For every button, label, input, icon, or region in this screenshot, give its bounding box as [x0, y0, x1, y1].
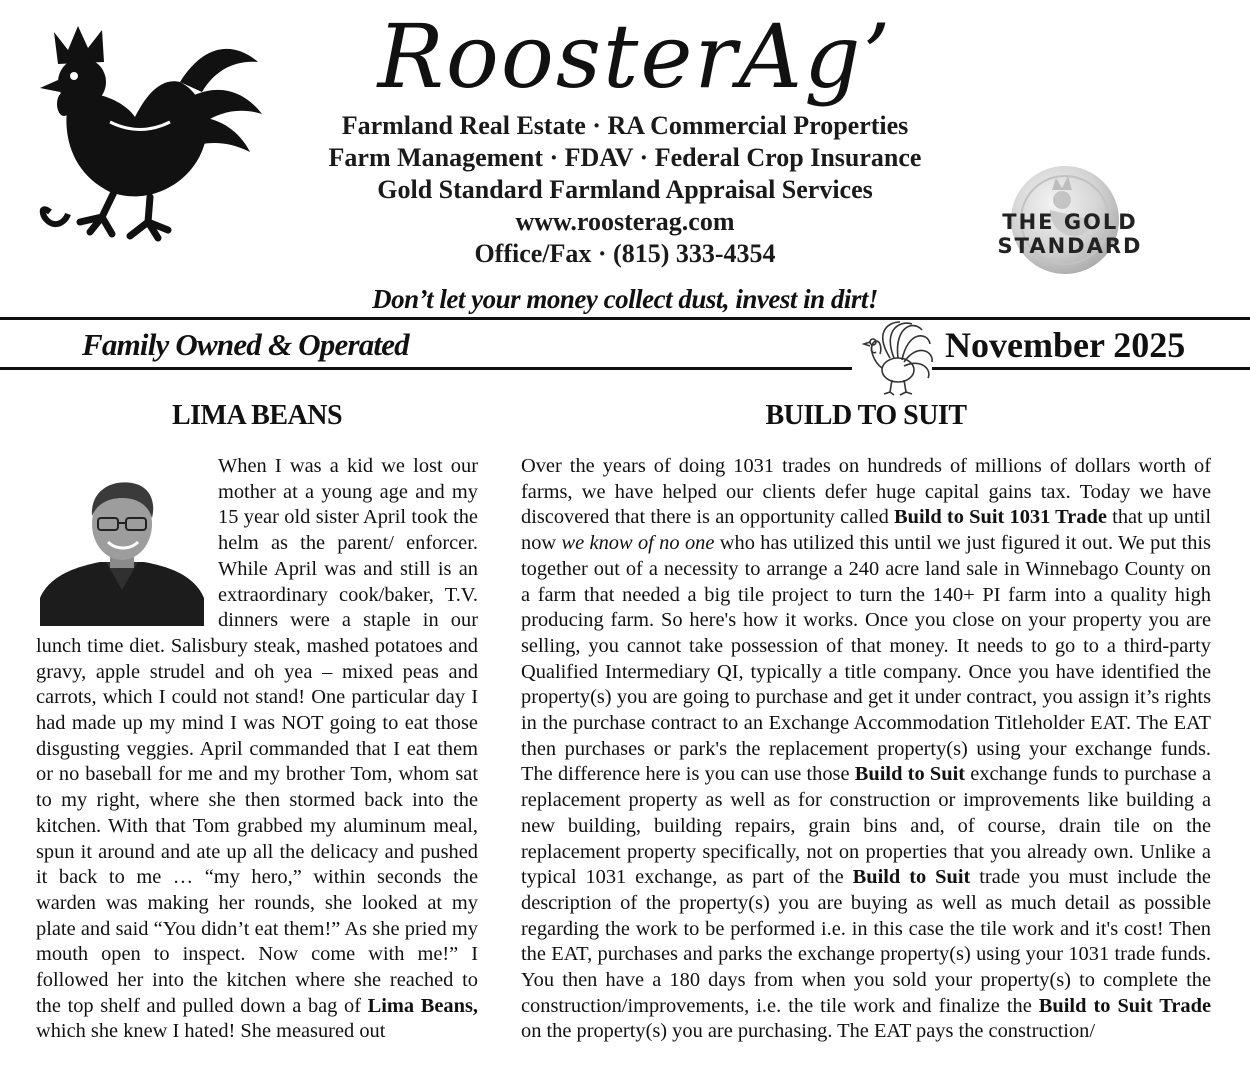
masthead-top-rule [0, 317, 1250, 320]
brand-name: RoosterAg’ [377, 5, 893, 108]
build-text-3: who has utilized this until we just figured it out. We put this together out of a necessity to arrange a 240 acre land sale in Winnebago County on a farm that needed a big tile project to turn the 140+ PI farm into a quality high producing farm. So here's how it works. Once you close on your property you are selling, you cannot take possession of that money. It needs to go to a third-party Qualified Intermediary QI, typically a title company. Once you have identified the property(s) you are going to purchase and get it under contract, you assign it’s rights in the purchase contract to an Exchange Accommodation Titleholder EAT. The EAT then purchases or park's the replacement property(s) using your exchange funds. The difference here is you can use those [521, 532, 1211, 786]
build-to-suit-article [521, 454, 1211, 1079]
build-bold-2: Build to Suit [854, 763, 966, 786]
lima-beans-bold: Lima Beans, [367, 994, 478, 1017]
build-italic-1: we know of no one [561, 532, 715, 555]
masthead-bottom-rule-left [0, 367, 852, 370]
build-text-1: Over the years of doing 1031 trades on hundreds of millions of dollars worth of farms, we have helped our clients defer huge capital gains tax. Today we have discovered that there is an opportunity called [521, 455, 1211, 529]
build-to-suit-headline: BUILD TO SUIT [765, 400, 967, 431]
website-link[interactable]: www.roosterag.com [515, 207, 735, 236]
build-text-2: that up until now [521, 506, 1211, 555]
service-line-appraisal: Gold Standard Farmland Appraisal Services [377, 175, 873, 204]
service-line-real-estate: Farmland Real Estate · RA Commercial Properties [341, 111, 909, 140]
build-bold-3: Build to Suit [852, 866, 971, 889]
lima-beans-headline: LIMA BEANS [171, 400, 343, 431]
gold-standard-label: THE GOLD STANDARD [997, 210, 1143, 258]
lima-beans-article [36, 454, 478, 1079]
office-phone: Office/Fax · (815) 333-4354 [474, 239, 776, 268]
tagline: Don’t let your money collect dust, invest in dirt! [372, 284, 878, 314]
build-text-4: exchange funds to purchase a replacement property as well as for construction or improvements like building a new building, building repairs, grain bins and, of course, drain tile on the replacement property specifically, not on properties that you already own. Unlike a typical 1031 exchange, as part of the [521, 763, 1211, 889]
family-owned-label: Family Owned & Operated [82, 327, 409, 362]
build-bold-4: Build to Suit Trade [1038, 994, 1211, 1017]
build-text-6: on the property(s) you are purchasing. The EAT pays the construction/ [521, 1020, 1096, 1043]
lima-beans-text-end: which she knew I hated! She measured out [36, 1020, 386, 1043]
masthead-bottom-rule-right [932, 367, 1250, 370]
lima-beans-text: When I was a kid we lost our mother at a young age and my 15 year old sister April took the helm as the parent/ enforcer. While April was and still is an extraordinary cook/baker, T.V. dinners were a staple in our lunch time diet. Salisbury steak, mashed potatoes and gravy, apple strudel and oh yea – mixed peas and carrots, which I could not stand! One particular day I had made up my mind I was NOT going to eat those disgusting veggies. April commanded that I eat them or no baseball for me and my brother Tom, whom sat to my right, where she then stormed back into the kitchen. With that Tom grabbed my aluminum meal, spun it around and ate up all the delicacy and pushed it back to me … “my hero,” within seconds the warden was making her rounds, she looked at my plate and said “You didn’t eat them!” As she pried my mouth open to inspect. Now come with me!” I followed her into the kitchen where she reached to the top shelf and pulled down a bag of [36, 455, 478, 1017]
build-text-5: trade you must include the description of the property(s) you are buying as well as much detail as possible regarding the work to be performed i.e. in this case the tile work and it's cost! Then the EAT, purchases and parks the exchange property(s) using your 1031 trade funds. You then have a 180 days from when you sold your property(s) to complete the construction/improvements, i.e. the tile work and finalize the [521, 866, 1211, 1017]
service-line-management: Farm Management · FDAV · Federal Crop Insurance [328, 143, 922, 172]
rooster-logo-icon [30, 22, 270, 242]
author-portrait [40, 478, 204, 626]
turkey-icon [852, 318, 934, 396]
issue-date: November 2025 [945, 325, 1186, 365]
build-bold-1: Build to Suit 1031 Trade [894, 506, 1107, 529]
